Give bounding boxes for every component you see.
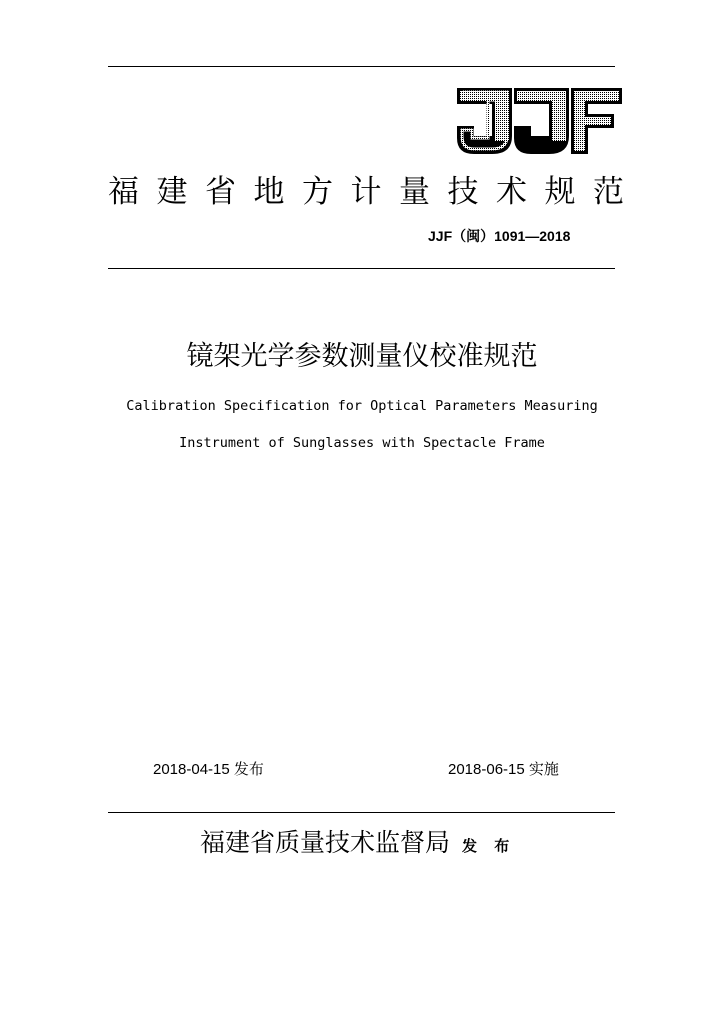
document-title-cn: 镜架光学参数测量仪校准规范 [186,341,538,372]
org-title-char: 方 [302,173,333,210]
org-standard-title [108,164,624,212]
org-title-char: 建 [156,173,188,210]
org-title-char: 技 [447,173,479,210]
org-title-char: 地 [253,173,285,210]
document-title-en-line2: Instrument of Sunglasses with Spectacle Frame [179,435,545,451]
org-title-char: 省 [205,173,236,210]
top-rule [108,66,615,67]
header-rule [108,268,615,269]
footer-rule [108,812,615,813]
org-title-char: 量 [399,173,430,210]
logo-letter-j2 [514,88,569,154]
logo-letter-j1 [457,88,512,154]
issuer-suffix: 发 布 [462,837,516,855]
jjf-logo [454,86,624,156]
org-title-char: 术 [496,173,527,210]
logo-letter-f [571,88,622,154]
document-title-en-line1: Calibration Specification for Optical Parameters Measuring [126,398,598,414]
org-title-char: 计 [350,173,382,210]
org-title-char: 福 [108,173,139,210]
issuer-name: 福建省质量技术监督局 [200,828,451,857]
standard-code: JJF（闽）1091—2018 [428,228,571,244]
org-title-char: 规 [544,173,576,210]
implementation-date: 2018-06-15 实施 [448,761,559,778]
issuing-authority [200,823,515,863]
org-title-char: 范 [593,173,624,210]
issue-date: 2018-04-15 发布 [153,761,264,778]
